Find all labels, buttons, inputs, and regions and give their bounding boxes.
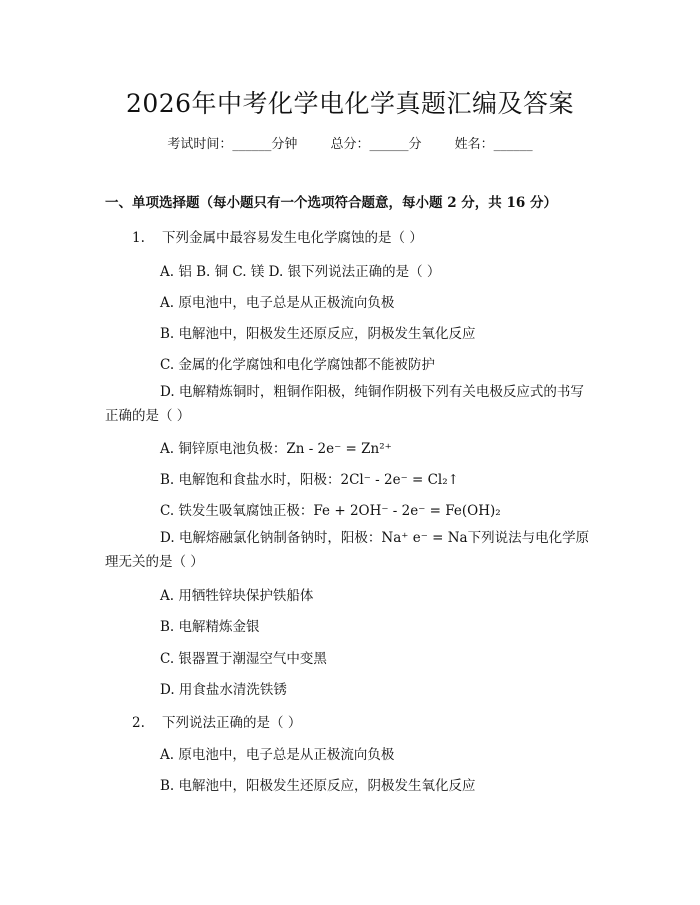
option-line: C. 金属的化学腐蚀和电化学腐蚀都不能被防护 [160,357,435,373]
option-line: B. 电解池中，阳极发生还原反应，阴极发生氧化反应 [160,778,476,794]
question-1: 1. 下列金属中最容易发生电化学腐蚀的是（ ） [132,230,423,246]
option-line: A. 铜锌原电池负极：Zn - 2e⁻ = Zn²⁺ [160,441,392,457]
option-line: A. 原电池中，电子总是从正极流向负极 [160,295,395,311]
exam-time-label: 考试时间：______分钟 [167,137,298,152]
page-title: 2026年中考化学电化学真题汇编及答案 [125,89,575,118]
student-name-label: 姓名：______ [454,137,533,152]
question-line-wrapped: D. 电解熔融氯化钠制备钠时，阳极：Na⁺ e⁻ = Na下列说法与电化学原理无关的是（ ） [105,530,590,570]
question-2: 2. 下列说法正确的是（ ） [132,715,302,731]
exam-meta [0,133,700,152]
option-line: D. 用食盐水清洗铁锈 [160,682,287,698]
question-line-wrapped: D. 电解精炼铜时，粗铜作阳极，纯铜作阴极下列有关电极反应式的书写正确的是（ ） [105,384,584,424]
option-line: A. 原电池中，电子总是从正极流向负极 [160,747,395,763]
option-line: A. 用牺牲锌块保护铁船体 [160,588,314,604]
option-line: C. 银器置于潮湿空气中变黑 [160,651,327,667]
option-line: B. 电解池中，阳极发生还原反应，阴极发生氧化反应 [160,326,476,342]
option-line: B. 电解饱和食盐水时，阳极：2Cl⁻ - 2e⁻ = Cl₂↑ [160,472,459,488]
question-line: A. 铝 B. 铜 C. 镁 D. 银下列说法正确的是（ ） [160,264,441,280]
option-line: B. 电解精炼金银 [160,619,260,635]
total-score-label: 总分：______分 [330,137,422,152]
option-line: C. 铁发生吸氧腐蚀正极：Fe + 2OH⁻ - 2e⁻ = Fe(OH)₂ [160,503,501,519]
section-heading: 一、单项选择题（每小题只有一个选项符合题意，每小题 2 分，共 16 分） [105,195,557,211]
